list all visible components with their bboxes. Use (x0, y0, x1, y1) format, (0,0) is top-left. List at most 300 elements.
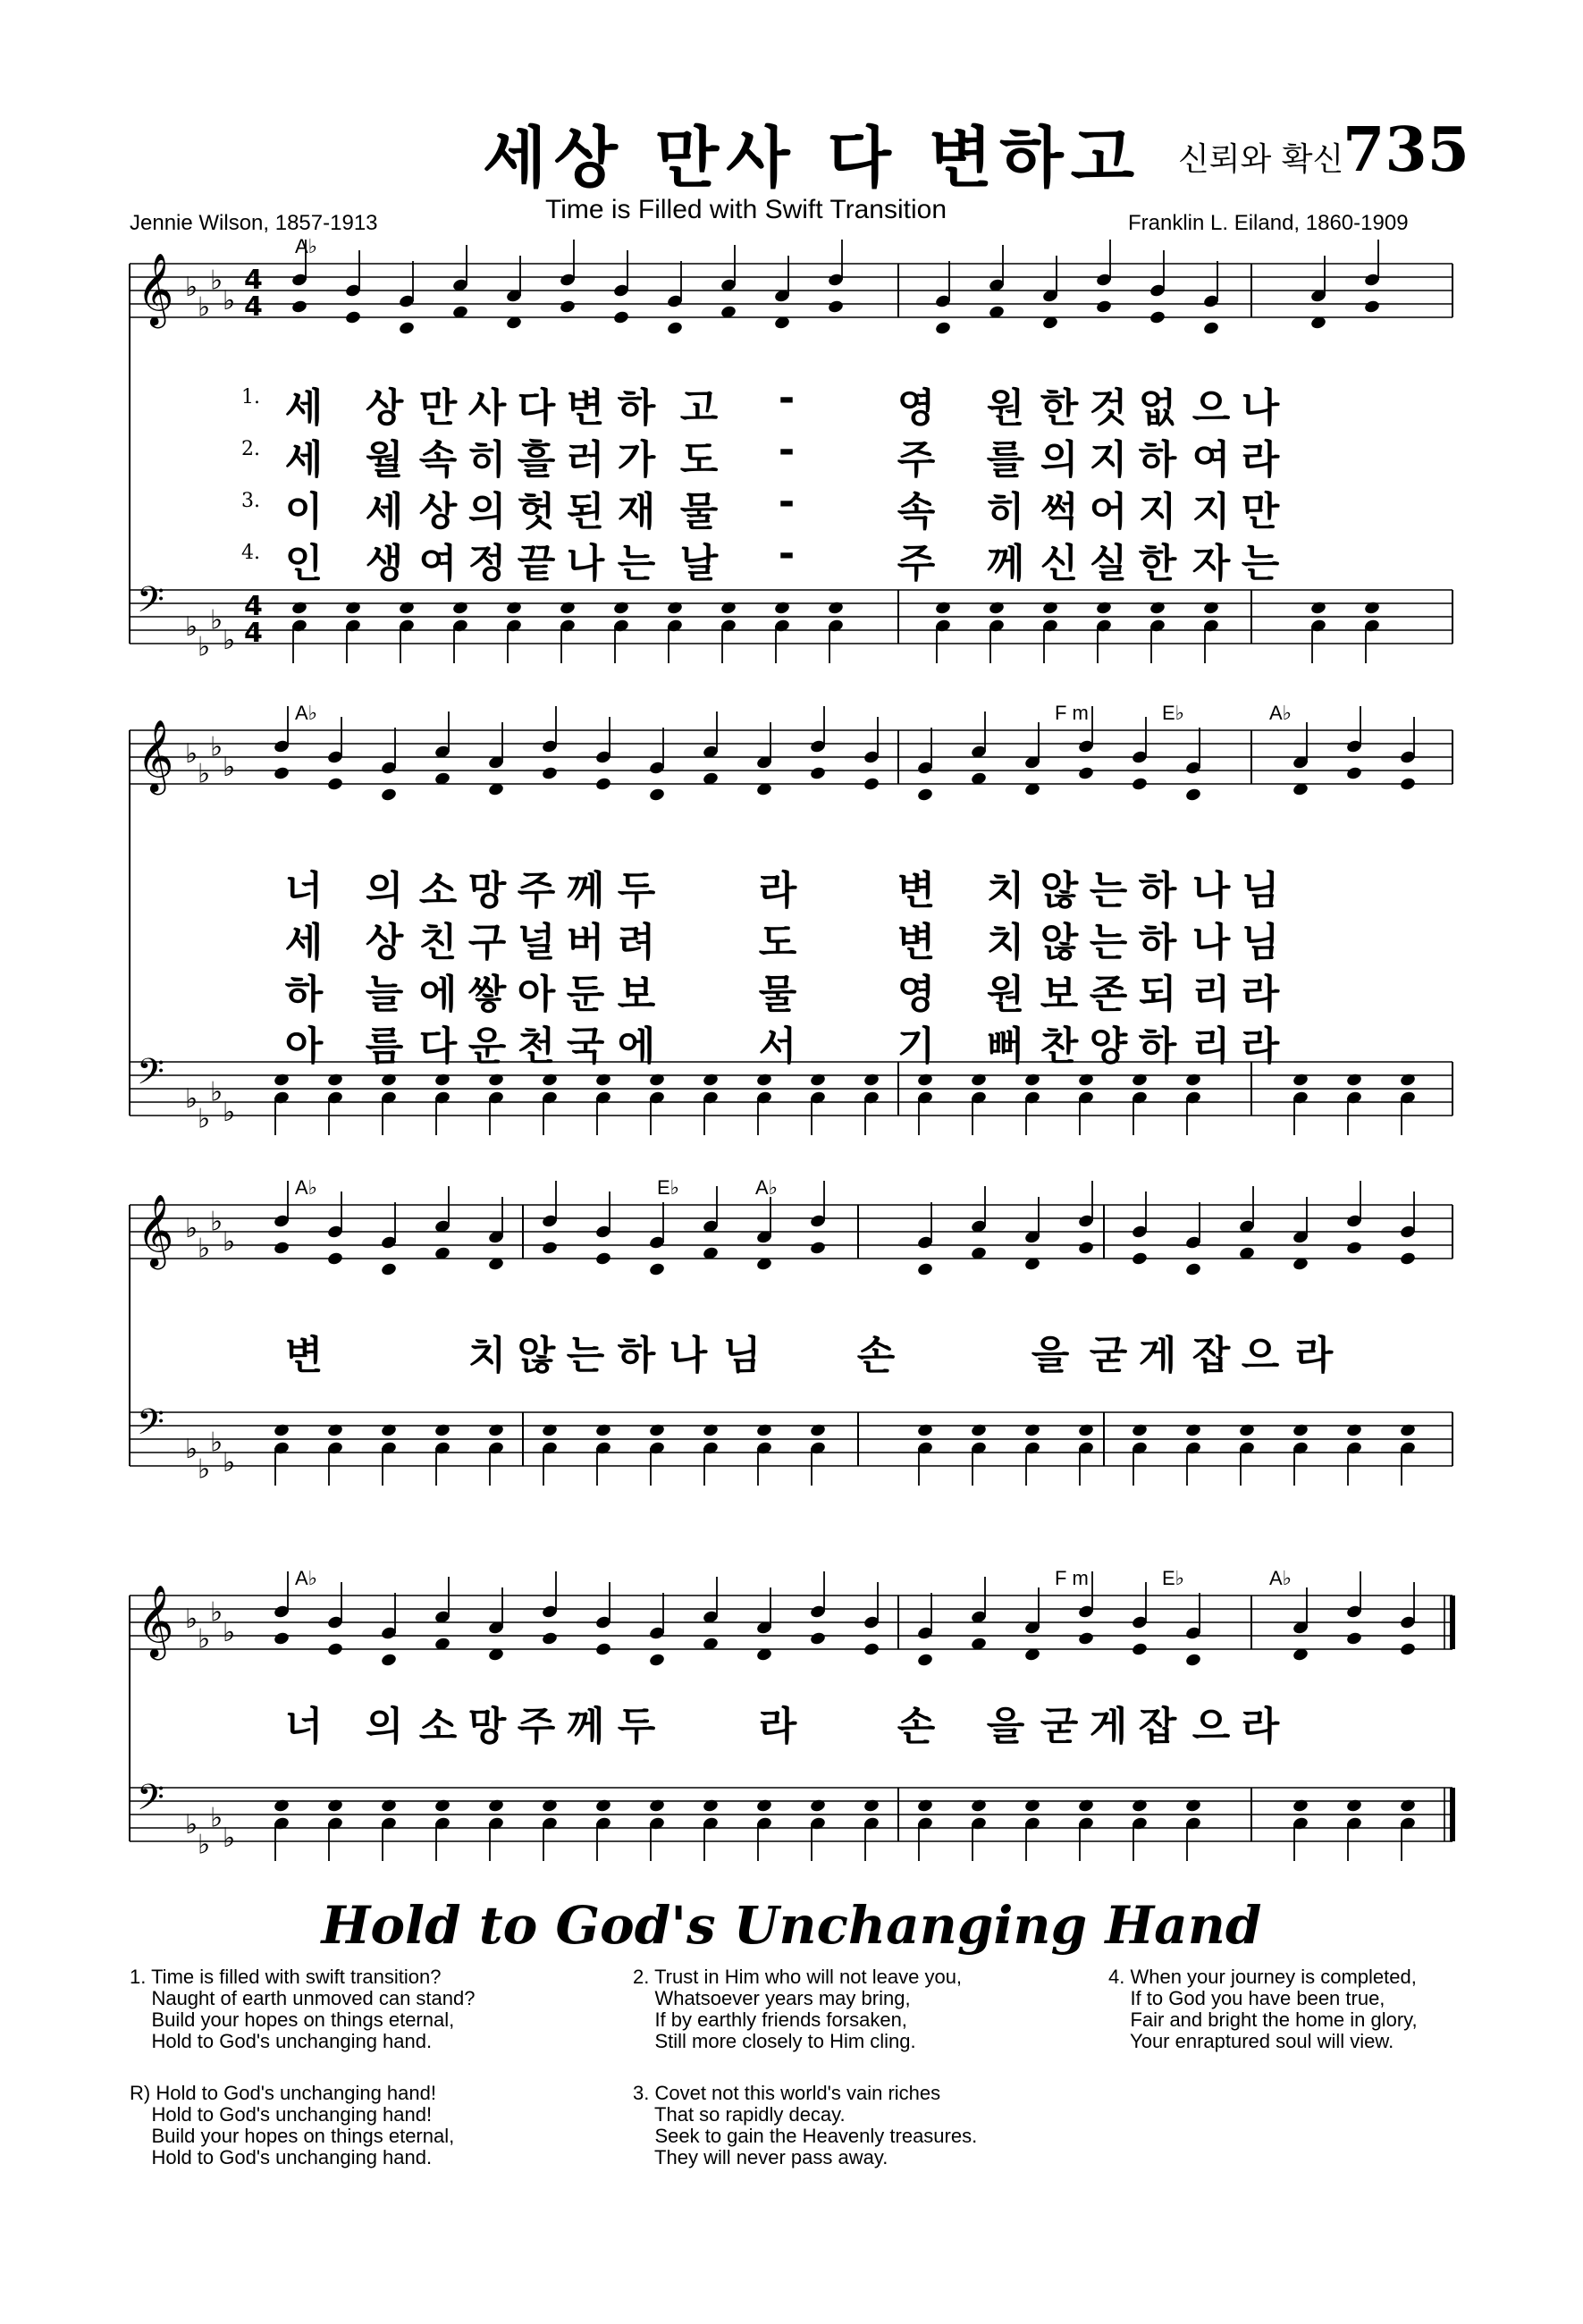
lyric-syllable: 를 (986, 437, 1025, 483)
note-head (648, 787, 665, 803)
note-head (594, 1073, 611, 1088)
lyric-syllable: 세 (284, 920, 324, 965)
stanza-4 (1108, 1966, 1418, 2052)
lyric-syllable: - (778, 427, 796, 473)
flat-icon: ♭ (185, 611, 198, 643)
note-head (1131, 1251, 1148, 1267)
lyric-syllable: 속 (418, 437, 458, 483)
stanza-line: 1. Time is filled with swift transition? (130, 1966, 442, 1988)
verse-number: 3. (241, 490, 260, 512)
lyric-line (0, 427, 1583, 483)
note-head (1149, 310, 1166, 325)
lyric-syllable: 리 (1191, 1023, 1231, 1069)
lyric-syllable: 상 (365, 920, 404, 965)
note-head (1077, 1798, 1094, 1814)
lyric-syllable: 님 (1241, 868, 1280, 914)
note-head (1345, 1073, 1362, 1088)
note-head (916, 787, 933, 803)
lyric-syllable: 러 (566, 437, 605, 483)
stanza-line: Build your hopes on things eternal, (130, 2008, 455, 2031)
lyric-syllable: 나 (566, 541, 605, 586)
stanza-line: 3. Covet not this world's vain riches (633, 2082, 941, 2104)
hymn-category: 신뢰와 확신 (1178, 141, 1344, 178)
lyric-syllable: 서 (758, 1023, 797, 1069)
lyric-syllable: 썩 (1040, 489, 1079, 535)
flat-icon: ♭ (185, 738, 198, 770)
flat-icon: ♭ (210, 1802, 223, 1834)
note-head (666, 321, 683, 336)
lyric-syllable: 라 (1241, 1023, 1280, 1069)
note-head (273, 1631, 290, 1646)
verse-number: 4. (241, 542, 260, 564)
treble-clef-icon: 𝄞 (137, 1193, 174, 1267)
flat-icon: ♭ (223, 752, 236, 783)
flat-icon: ♭ (198, 631, 211, 663)
composer-credit: Franklin L. Eiland, 1860-1909 (1128, 211, 1409, 235)
lyric-syllable: 히 (467, 437, 507, 483)
lyric-syllable: 원 (986, 385, 1025, 431)
lyric-syllable: 물 (758, 972, 797, 1017)
lyric-syllable: 치 (986, 920, 1025, 965)
lyric-syllable: 두 (617, 868, 656, 914)
note-head (273, 1798, 290, 1814)
lyric-syllable: 히 (986, 489, 1025, 535)
lyric-syllable: 운 (467, 1023, 507, 1069)
note-head (1184, 1653, 1201, 1668)
note-head (612, 601, 629, 616)
lyric-syllable: 에 (418, 972, 458, 1017)
note-head (863, 1798, 880, 1814)
lyric-syllable: 기 (897, 1023, 936, 1069)
lyric-syllable: 양 (1089, 1023, 1128, 1069)
note-head (1309, 601, 1326, 616)
lyric-syllable: 라 (1241, 972, 1280, 1017)
note-head (1363, 601, 1380, 616)
stanza-line: Fair and bright the home in glory, (1108, 2008, 1418, 2031)
flat-icon: ♭ (198, 758, 211, 790)
lyric-syllable: 국 (566, 1023, 605, 1069)
stanza-line: They will never pass away. (633, 2146, 888, 2168)
note-head (827, 601, 844, 616)
lyric-syllable: 원 (986, 972, 1025, 1017)
verse-number: 1. (241, 386, 260, 408)
lyric-syllable: 흘 (517, 437, 556, 483)
note-head (1023, 1798, 1040, 1814)
note-head (648, 1073, 665, 1088)
lyric-syllable: 하 (1138, 868, 1177, 914)
note-head (970, 1073, 987, 1088)
note-head (1184, 1423, 1201, 1438)
lyric-line (0, 962, 1583, 1017)
note-head (273, 1423, 290, 1438)
note-head (1149, 601, 1166, 616)
note-head (1292, 1423, 1309, 1438)
note-head (380, 1262, 397, 1277)
bass-clef-icon: 𝄢 (137, 1402, 164, 1452)
lyric-syllable: 잡 (1191, 1333, 1231, 1378)
lyric-syllable: 한 (1040, 385, 1079, 431)
flat-icon: ♭ (210, 1076, 223, 1108)
lyric-syllable: 의 (1040, 437, 1079, 483)
note-head (612, 310, 629, 325)
stanza-line: 2. Trust in Him who will not leave you, (633, 1966, 963, 1988)
note-head (863, 777, 880, 792)
lyric-syllable: 버 (566, 920, 605, 965)
note-head (1095, 601, 1112, 616)
lyric-syllable: 하 (617, 385, 656, 431)
note-head (380, 1653, 397, 1668)
lyric-syllable: 을 (986, 1704, 1025, 1749)
lyric-syllable: 라 (758, 868, 797, 914)
note-head (541, 1423, 558, 1438)
note-head (1399, 1798, 1416, 1814)
lyric-syllable: 찬 (1040, 1023, 1079, 1069)
lyric-syllable: 라 (1241, 437, 1280, 483)
lyric-line (0, 479, 1583, 535)
lyric-syllable: 한 (1138, 541, 1177, 586)
note-head (541, 1241, 558, 1256)
lyric-syllable: 나 (1191, 920, 1231, 965)
note-head (809, 1631, 826, 1646)
lyric-syllable: 너 (284, 1704, 324, 1749)
note-head (273, 1073, 290, 1088)
lyric-syllable: 된 (566, 489, 605, 535)
note-head (863, 1642, 880, 1657)
flat-icon: ♭ (210, 1206, 223, 1238)
note-head (541, 766, 558, 781)
time-signature-top: 4 (244, 265, 263, 296)
bass-clef-icon: 𝄢 (137, 1051, 164, 1101)
lyric-syllable: 으 (1241, 1333, 1280, 1378)
stanza-line: Naught of earth unmoved can stand? (130, 1987, 476, 2009)
lyric-syllable: 에 (617, 1023, 656, 1069)
stanza-line: Hold to God's unchanging hand! (130, 2103, 433, 2126)
note-head (326, 1073, 343, 1088)
lyric-syllable: 라 (1241, 1704, 1280, 1749)
lyric-syllable: 지 (1089, 437, 1128, 483)
lyric-syllable: 게 (1089, 1704, 1128, 1749)
note-head (702, 1798, 719, 1814)
lyric-syllable: 세 (284, 437, 324, 483)
lyric-syllable: 않 (1040, 868, 1079, 914)
lyric-syllable: 변 (566, 385, 605, 431)
note-head (434, 1798, 450, 1814)
time-signature-bottom: 4 (244, 618, 263, 649)
note-head (720, 601, 737, 616)
lyric-syllable: 나 (669, 1333, 708, 1378)
lyric-syllable: 보 (1040, 972, 1079, 1017)
stanza-line: That so rapidly decay. (633, 2103, 846, 2126)
note-head (451, 601, 468, 616)
note-head (1184, 1798, 1201, 1814)
note-head (559, 299, 576, 315)
lyric-syllable: 만 (418, 385, 458, 431)
stanza-line: If to God you have been true, (1108, 1987, 1385, 2009)
lyric-syllable: 보 (617, 972, 656, 1017)
verse-number: 2. (241, 438, 260, 460)
stanza-line: Still more closely to Him cling. (633, 2030, 916, 2052)
time-signature-bottom: 4 (244, 291, 263, 323)
lyric-syllable: 는 (1089, 868, 1128, 914)
note-head (398, 321, 415, 336)
note-head (559, 601, 576, 616)
lyric-syllable: 신 (1040, 541, 1079, 586)
note-head (648, 1653, 665, 1668)
flat-icon: ♭ (223, 1226, 236, 1258)
lyric-syllable: 존 (1089, 972, 1128, 1017)
note-head (1345, 1798, 1362, 1814)
note-head (1345, 1423, 1362, 1438)
lyric-syllable: 다 (517, 385, 556, 431)
flat-icon: ♭ (198, 1623, 211, 1655)
bass-clef-icon: 𝄢 (137, 579, 164, 629)
note-head (434, 1073, 450, 1088)
lyric-syllable: 망 (467, 868, 507, 914)
lyric-syllable: 굳 (1089, 1333, 1128, 1378)
note-head (290, 601, 307, 616)
flat-icon: ♭ (198, 1233, 211, 1265)
lyric-syllable: 잡 (1138, 1704, 1177, 1749)
lyric-syllable: 이 (284, 489, 324, 535)
lyric-syllable: 나 (1191, 868, 1231, 914)
note-head (1202, 601, 1219, 616)
flat-icon: ♭ (185, 272, 198, 303)
lyric-syllable: 소 (418, 868, 458, 914)
chord-symbol: A♭ (295, 1176, 318, 1199)
flat-icon: ♭ (210, 731, 223, 763)
lyric-syllable: 주 (517, 1704, 556, 1749)
lyric-syllable: 고 (679, 385, 719, 431)
lyric-line (0, 1323, 1583, 1378)
note-head (541, 1631, 558, 1646)
lyric-syllable: 되 (1138, 972, 1177, 1017)
lyric-syllable: 두 (617, 1704, 656, 1749)
lyric-syllable: 손 (897, 1704, 936, 1749)
lyric-syllable: 어 (1089, 489, 1128, 535)
note-head (809, 1798, 826, 1814)
treble-clef-icon: 𝄞 (137, 1584, 174, 1657)
lyric-syllable: 는 (617, 541, 656, 586)
note-head (487, 1798, 504, 1814)
note-head (916, 1262, 933, 1277)
note-head (380, 1073, 397, 1088)
hymn-number: 735 (1343, 114, 1469, 186)
lyric-syllable: 사 (467, 385, 507, 431)
note-head (1184, 1262, 1201, 1277)
lyric-syllable: 변 (897, 868, 936, 914)
lyric-syllable: 하 (617, 1333, 656, 1378)
note-head (755, 1798, 772, 1814)
note-head (1077, 1241, 1094, 1256)
flat-icon: ♭ (223, 625, 236, 656)
note-head (380, 1798, 397, 1814)
lyric-syllable: 자 (1191, 541, 1231, 586)
note-head (648, 1423, 665, 1438)
lyric-syllable: 변 (897, 920, 936, 965)
note-head (487, 1423, 504, 1438)
lyric-syllable: 도 (758, 920, 797, 965)
note-head (1131, 777, 1148, 792)
note-head (1399, 1073, 1416, 1088)
note-head (1345, 766, 1362, 781)
note-head (1345, 1241, 1362, 1256)
lyric-syllable: 뻐 (986, 1023, 1025, 1069)
lyric-syllable: 의 (365, 868, 404, 914)
note-head (487, 1073, 504, 1088)
note-head (1292, 1073, 1309, 1088)
lyric-syllable: 라 (1294, 1333, 1334, 1378)
flat-icon: ♭ (223, 1447, 236, 1478)
note-head (1131, 1073, 1148, 1088)
chord-symbol: E♭ (1162, 702, 1185, 724)
chord-symbol: F m (1055, 702, 1089, 724)
lyric-syllable: 께 (566, 1704, 605, 1749)
hymn-title: 세상 만사 다 변하고 (483, 120, 1142, 197)
note-head (916, 1798, 933, 1814)
time-signature-top: 4 (244, 591, 263, 622)
lyric-syllable: 는 (1241, 541, 1280, 586)
lyric-syllable: 께 (566, 868, 605, 914)
lyric-syllable: 하 (1138, 1023, 1177, 1069)
lyric-syllable: 없 (1138, 385, 1177, 431)
stanza-line: Whatsoever years may bring, (633, 1987, 911, 2009)
lyric-syllable: 인 (284, 541, 324, 586)
refrain (130, 2083, 454, 2168)
lyric-syllable: 님 (722, 1333, 762, 1378)
note-head (702, 1423, 719, 1438)
lyric-syllable: 게 (1138, 1333, 1177, 1378)
note-head (1399, 1423, 1416, 1438)
note-head (398, 601, 415, 616)
note-head (666, 601, 683, 616)
stanza-line: Hold to God's unchanging hand. (130, 2146, 433, 2168)
stanza-line: Your enraptured soul will view. (1108, 2030, 1394, 2052)
lyric-syllable: 만 (1241, 489, 1280, 535)
lyric-syllable: 날 (679, 541, 719, 586)
lyric-syllable: 천 (517, 1023, 556, 1069)
note-head (809, 1423, 826, 1438)
note-head (970, 1423, 987, 1438)
note-head (1292, 1798, 1309, 1814)
flat-icon: ♭ (198, 291, 211, 324)
lyric-syllable: 굳 (1040, 1704, 1079, 1749)
lyric-syllable: 망 (467, 1704, 507, 1749)
note-head (594, 1251, 611, 1267)
lyric-syllable: 상 (365, 385, 404, 431)
flat-icon: ♭ (210, 1596, 223, 1629)
lyric-syllable: 을 (1031, 1333, 1070, 1378)
note-head (505, 601, 522, 616)
lyric-syllable: 라 (758, 1704, 797, 1749)
lyricist-credit: Jennie Wilson, 1857-1913 (130, 211, 378, 235)
flat-icon: ♭ (223, 1617, 236, 1648)
lyric-syllable: 려 (617, 920, 656, 965)
chord-symbol: A♭ (295, 235, 318, 257)
lyric-syllable: 속 (897, 489, 936, 535)
lyric-syllable: 구 (467, 920, 507, 965)
note-head (1023, 1423, 1040, 1438)
lyric-line (0, 858, 1583, 914)
lyric-syllable: 의 (467, 489, 507, 535)
stanza-1 (130, 1966, 475, 2052)
lyric-syllable: 않 (1040, 920, 1079, 965)
lyric-line (0, 375, 1583, 431)
note-head (594, 777, 611, 792)
lyric-syllable: 친 (418, 920, 458, 965)
flat-icon: ♭ (185, 1434, 198, 1465)
lyric-syllable: 너 (284, 868, 324, 914)
lyric-syllable: 하 (284, 972, 324, 1017)
note-head (273, 766, 290, 781)
note-head (380, 787, 397, 803)
lyric-syllable: 아 (284, 1023, 324, 1069)
note-head (273, 1241, 290, 1256)
note-head (434, 1423, 450, 1438)
note-head (648, 1262, 665, 1277)
flat-icon: ♭ (185, 1604, 198, 1635)
note-head (1023, 1073, 1040, 1088)
stanza-line: Build your hopes on things eternal, (130, 2125, 455, 2147)
note-head (326, 1798, 343, 1814)
lyric-syllable: 지 (1138, 489, 1177, 535)
note-head (326, 1251, 343, 1267)
lyric-syllable: 것 (1089, 385, 1128, 431)
note-head (1184, 1073, 1201, 1088)
note-head (648, 1798, 665, 1814)
lyric-line (0, 1694, 1583, 1749)
stanza-line: If by earthly friends forsaken, (633, 2008, 907, 2031)
lyric-syllable: 손 (856, 1333, 896, 1378)
note-head (773, 601, 790, 616)
lyric-syllable: - (778, 375, 796, 421)
lyric-syllable: 세 (365, 489, 404, 535)
lyric-syllable: 의 (365, 1704, 404, 1749)
note-head (326, 1642, 343, 1657)
note-head (1095, 299, 1112, 315)
lyric-syllable: 않 (517, 1333, 556, 1378)
flat-icon: ♭ (210, 265, 223, 297)
note-head (1363, 299, 1380, 315)
stanza-line: R) Hold to God's unchanging hand! (130, 2082, 436, 2104)
lyric-syllable: 으 (1191, 1704, 1231, 1749)
note-head (1131, 1423, 1148, 1438)
lyric-syllable: - (778, 531, 796, 577)
note-head (1202, 321, 1219, 336)
lyric-syllable: 물 (679, 489, 719, 535)
lyric-line (0, 1014, 1583, 1069)
note-head (1184, 787, 1201, 803)
lyric-syllable: 실 (1089, 541, 1128, 586)
note-head (594, 1642, 611, 1657)
lyric-syllable: 여 (418, 541, 458, 586)
lyric-syllable: 치 (467, 1333, 507, 1378)
lyric-syllable: 끝 (517, 541, 556, 586)
note-head (1399, 1251, 1416, 1267)
note-head (1131, 1642, 1148, 1657)
lyric-syllable: 재 (617, 489, 656, 535)
lyric-syllable: 변 (284, 1333, 324, 1378)
note-head (1077, 766, 1094, 781)
note-head (755, 1423, 772, 1438)
note-head (594, 1798, 611, 1814)
flat-icon: ♭ (223, 1823, 236, 1854)
lyric-syllable: 세 (284, 385, 324, 431)
note-head (916, 1653, 933, 1668)
lyric-syllable: 주 (897, 541, 936, 586)
chord-symbol: A♭ (1269, 702, 1293, 724)
lyric-syllable: 정 (467, 541, 507, 586)
note-head (916, 1073, 933, 1088)
